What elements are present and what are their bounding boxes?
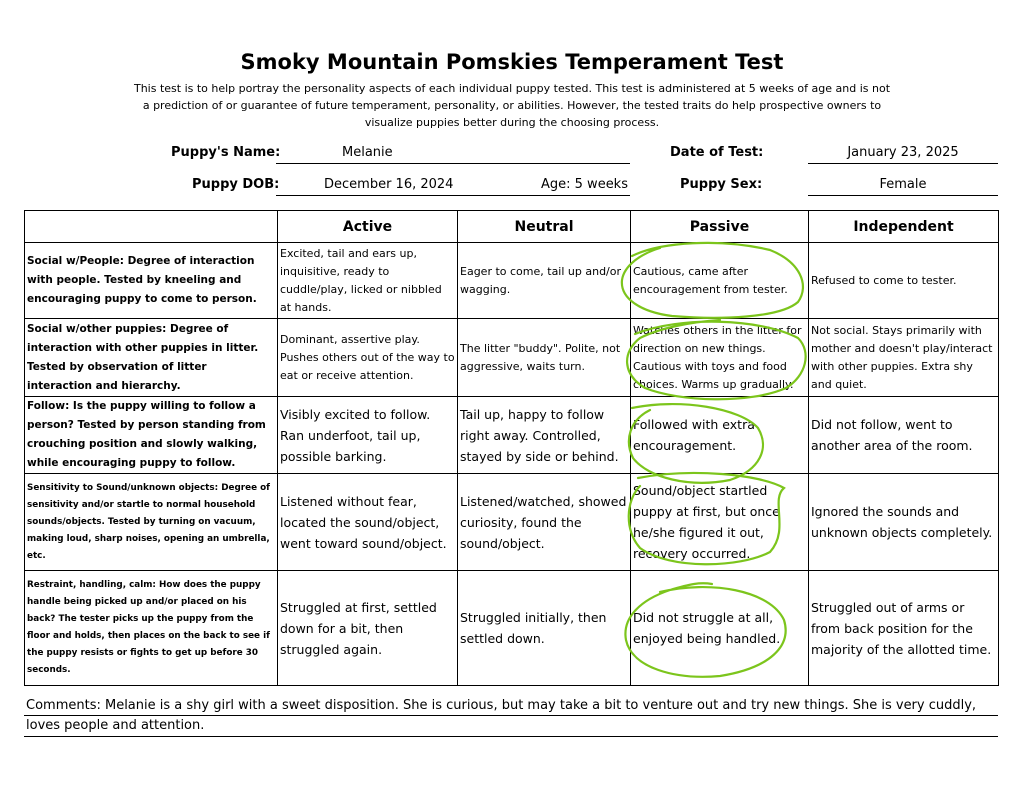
table-header-row [25, 211, 999, 243]
table-row [25, 319, 999, 397]
comment-line-2 [24, 736, 998, 737]
column-header-passive: Passive [631, 211, 809, 243]
table-cell: Not social. Stays primarily with mother and doesn't play/interact with other puppies. Extra shy and quiet. [809, 319, 999, 397]
column-header-active: Active [278, 211, 458, 243]
table-cell: The litter "buddy". Polite, not aggressive, waits turn. [458, 319, 631, 397]
table-cell-selected: Cautious, came after encouragement from tester. [631, 243, 809, 319]
table-row [25, 474, 999, 571]
page-title: Smoky Mountain Pomskies Temperament Test [240, 50, 784, 74]
puppy-dob-value: December 16, 2024 [324, 177, 454, 192]
puppy-sex-value: Female [879, 177, 927, 192]
table-cell: Dominant, assertive play. Pushes others out of the way to eat or receive attention. [278, 319, 458, 397]
row-header-social-people: Social w/People: Degree of interaction with people. Tested by kneeling and encouraging puppy to come to person. [25, 243, 278, 319]
puppy-dob-line [276, 195, 630, 196]
table-cell: Struggled at first, settled down for a bit, then struggled again. [278, 571, 458, 686]
table-cell-selected: Watches others in the litter for direction on new things. Cautious with toys and food choices. Warms up gradually. [631, 319, 809, 397]
table-cell-selected: Followed with extra encouragement. [631, 397, 809, 474]
table-row [25, 243, 999, 319]
table-cell: Refused to come to tester. [809, 243, 999, 319]
column-header-independent: Independent [809, 211, 999, 243]
test-date-line [808, 163, 998, 164]
test-date-value: January 23, 2025 [847, 145, 959, 160]
table-cell: Visibly excited to follow. Ran underfoot, tail up, possible barking. [278, 397, 458, 474]
table-cell: Eager to come, tail up and/or wagging. [458, 243, 631, 319]
table-cell-selected: Did not struggle at all, enjoyed being handled. [631, 571, 809, 686]
comments-text: Comments: Melanie is a shy girl with a sweet disposition. She is curious, but may take a bit to venture out and try new things. She is very cuddly, loves people and attention. [26, 698, 977, 733]
table-row [25, 397, 999, 474]
row-header-sensitivity: Sensitivity to Sound/unknown objects: Degree of sensitivity and/or startle to normal household sounds/objects. Tested by turning on vacuum, making loud, sharp noises, opening an umbrella, etc. [25, 474, 278, 571]
table-cell: Ignored the sounds and unknown objects completely. [809, 474, 999, 571]
table-cell: Listened/watched, showed curiosity, found the sound/object. [458, 474, 631, 571]
row-header-follow: Follow: Is the puppy willing to follow a person? Tested by person standing from crouching position and slowly walking, while encouraging puppy to follow. [25, 397, 278, 474]
table-cell: Tail up, happy to follow right away. Controlled, stayed by side or behind. [458, 397, 631, 474]
puppy-name-value: Melanie [342, 145, 393, 160]
test-date-label: Date of Test: [670, 145, 764, 160]
puppy-sex-line [808, 195, 998, 196]
column-header-neutral: Neutral [458, 211, 631, 243]
puppy-age-value: Age: 5 weeks [541, 177, 628, 192]
puppy-name-label: Puppy's Name: [171, 145, 281, 160]
table-cell: Struggled initially, then settled down. [458, 571, 631, 686]
table-cell-selected: Sound/object startled puppy at first, but once he/she figured it out, recovery occurred. [631, 474, 809, 571]
intro-paragraph: This test is to help portray the personality aspects of each individual puppy tested. This test is administered at 5 weeks of age and is not a prediction of or guarantee of future temperament, personality, or abilities. However, the tested traits do help prospective owners to visualize puppies better during the choosing process. [133, 82, 891, 129]
table-cell: Listened without fear, located the sound/object, went toward sound/object. [278, 474, 458, 571]
corner-cell [25, 211, 278, 243]
row-header-social-puppies: Social w/other puppies: Degree of interaction with other puppies in litter. Tested by observation of litter interaction and hierarchy. [25, 319, 278, 397]
row-header-restraint: Restraint, handling, calm: How does the puppy handle being picked up and/or placed on his back? The tester picks up the puppy from the floor and holds, then places on the back to see if the puppy resists or fights to get up before 30 seconds. [25, 571, 278, 686]
table-cell: Struggled out of arms or from back position for the majority of the allotted time. [809, 571, 999, 686]
table-cell: Did not follow, went to another area of the room. [809, 397, 999, 474]
puppy-sex-label: Puppy Sex: [680, 177, 763, 192]
puppy-dob-label: Puppy DOB: [192, 177, 280, 192]
puppy-name-line [276, 163, 630, 164]
table-cell: Excited, tail and ears up, inquisitive, ready to cuddle/play, licked or nibbled at hands. [278, 243, 458, 319]
temperament-table [24, 210, 999, 686]
comment-line-1 [24, 715, 998, 716]
table-row [25, 571, 999, 686]
